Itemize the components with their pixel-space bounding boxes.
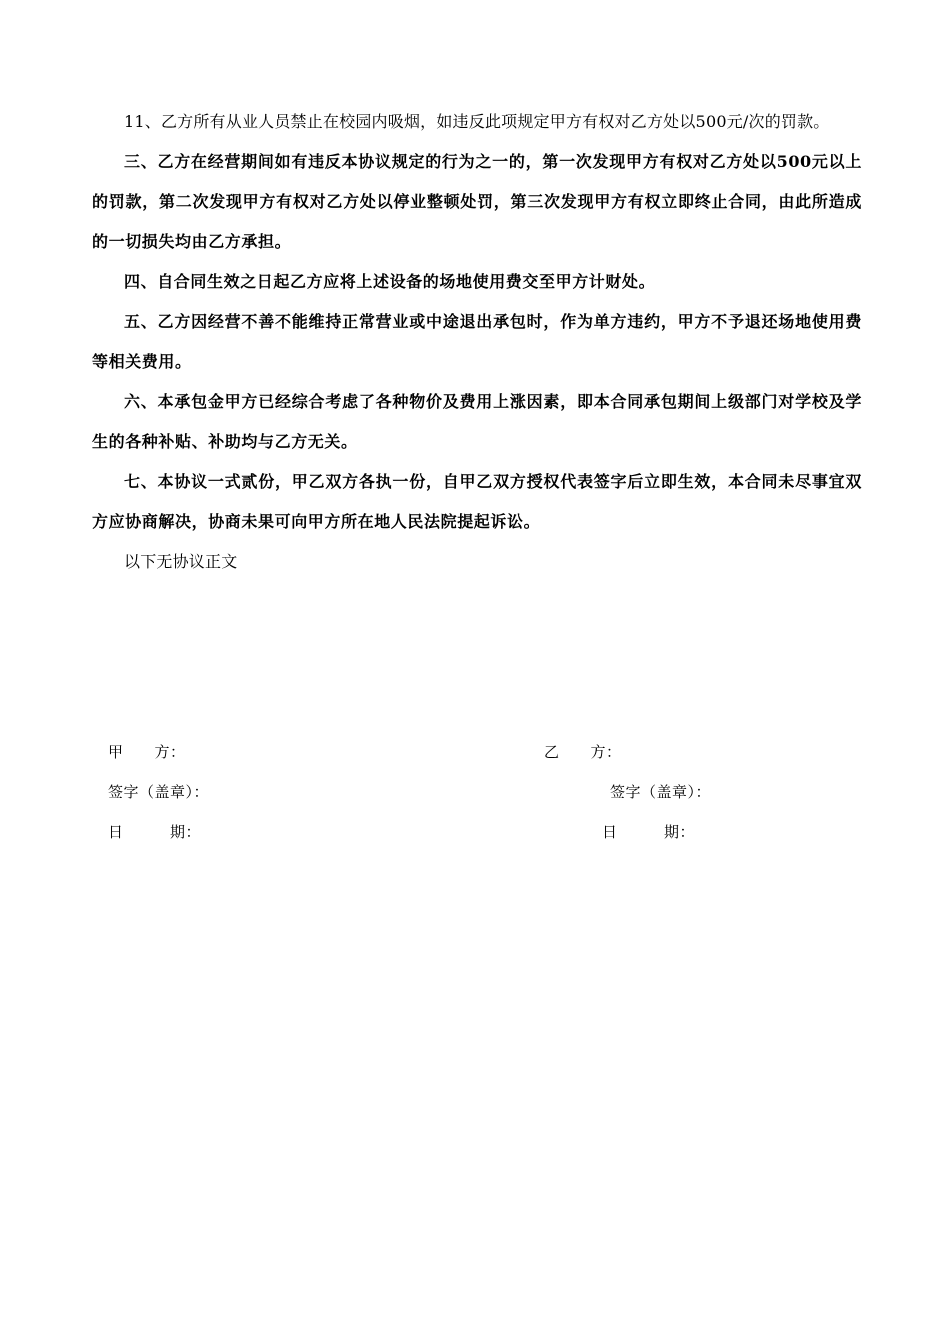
party-a-signature-label: 签字（盖章）： <box>108 783 210 801</box>
party-a-label: 甲 方： <box>108 743 186 761</box>
clause-three: 三、乙方在经营期间如有违反本协议规定的行为之一的，第一次发现甲方有权对乙方处以500元以上的罚款，第二次发现甲方有权对乙方处以停业整顿处罚，第三次发现甲方有权立即终止合同，由此所造成的一切损失均由乙方承担。 <box>92 152 862 251</box>
document-body <box>92 102 862 582</box>
party-b-label: 乙 方： <box>544 743 622 761</box>
clause-seven: 七、本协议一式贰份，甲乙双方各执一份，自甲乙双方授权代表签字后立即生效，本合同未尽事宜双方应协商解决，协商未果可向甲方所在地人民法院提起诉讼。 <box>92 472 862 531</box>
clause-four: 四、自合同生效之日起乙方应将上述设备的场地使用费交至甲方计财处。 <box>124 272 656 291</box>
end-of-agreement-note: 以下无协议正文 <box>124 552 238 571</box>
clause-11: 11、乙方所有从业人员禁止在校园内吸烟，如违反此项规定甲方有权对乙方处以500元/次的罚款。 <box>124 112 830 131</box>
clause-five: 五、乙方因经营不善不能维持正常营业或中途退出承包时，作为单方违约，甲方不予退还场地使用费等相关费用。 <box>92 312 862 371</box>
clause-six: 六、本承包金甲方已经综合考虑了各种物价及费用上涨因素，即本合同承包期间上级部门对学校及学生的各种补贴、补助均与乙方无关。 <box>92 392 862 451</box>
party-b-date-label: 日 期： <box>602 823 696 841</box>
party-b-signature-label: 签字（盖章）： <box>610 783 712 801</box>
party-a-date-label: 日 期： <box>108 823 202 841</box>
